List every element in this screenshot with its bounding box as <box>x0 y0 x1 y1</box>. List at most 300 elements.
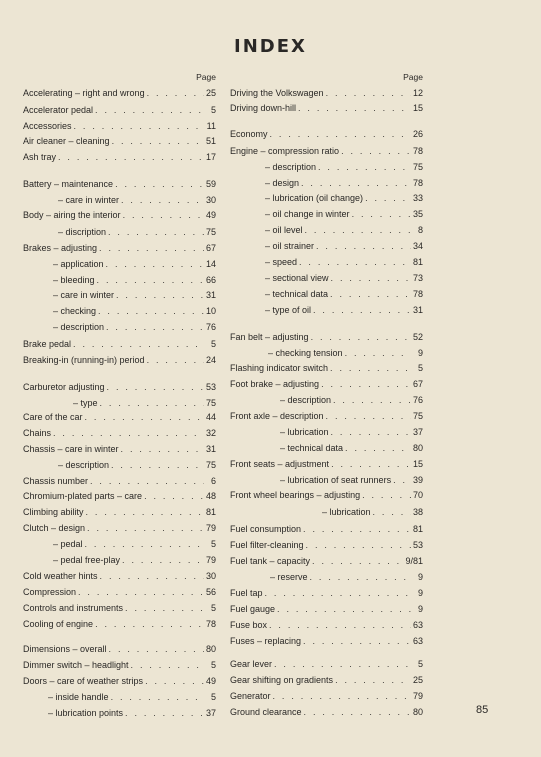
index-entry-label: Chromium-plated parts – care <box>23 491 143 501</box>
index-entry-page: 78 <box>412 178 423 188</box>
dot-leader <box>352 207 411 221</box>
index-entry-page: 48 <box>205 491 216 501</box>
index-entry-label: – type <box>73 398 98 408</box>
index-entry <box>230 409 423 423</box>
dot-leader <box>125 601 204 615</box>
page-column-header: Page <box>196 72 216 82</box>
index-entry-page: 80 <box>205 644 216 654</box>
index-entry-label: – oil strainer <box>265 241 315 251</box>
index-entry-label: Air cleaner – cleaning <box>23 136 110 146</box>
page-number: 85 <box>476 704 489 716</box>
index-entry-label: Fuse box <box>230 620 268 630</box>
index-entry-label: Chassis number <box>23 476 89 486</box>
index-entry-page: 75 <box>205 460 216 470</box>
index-entry <box>23 442 216 456</box>
dot-leader <box>299 255 411 269</box>
index-entry-label: Clutch – design <box>23 523 86 533</box>
index-entry-page: 31 <box>412 305 423 315</box>
index-entry-page: 5 <box>210 539 216 549</box>
index-entry-page: 38 <box>412 507 423 517</box>
index-entry-page: 75 <box>412 411 423 421</box>
index-entry <box>230 255 423 269</box>
index-entry-label: Brakes – adjusting <box>23 243 98 253</box>
index-entry-page: 63 <box>412 636 423 646</box>
index-entry-page: 9 <box>417 604 423 614</box>
dot-leader <box>107 380 204 394</box>
index-entry <box>230 538 423 552</box>
index-column-right <box>230 70 423 717</box>
index-entry <box>23 103 216 117</box>
index-entry-label: – care in winter <box>58 195 120 205</box>
index-entry <box>23 353 216 367</box>
index-entry-page: 5 <box>210 692 216 702</box>
index-entry-page: 37 <box>412 427 423 437</box>
dot-leader <box>326 86 411 100</box>
page-title: INDEX <box>234 36 307 57</box>
dot-leader <box>330 361 411 375</box>
index-entry <box>23 474 216 488</box>
dot-leader <box>303 522 411 536</box>
index-entry-label: – lubrication <box>280 427 329 437</box>
index-entry <box>23 505 216 519</box>
index-entry-page: 25 <box>412 675 423 685</box>
index-entry-label: Engine – compression ratio <box>230 146 340 156</box>
dot-leader <box>265 586 411 600</box>
index-entry-label: – lubrication <box>322 507 371 517</box>
index-entry-label: – description <box>53 322 105 332</box>
index-entry-page: 78 <box>205 619 216 629</box>
index-entry-label: – description <box>265 162 317 172</box>
index-entry-label: Cold weather hints <box>23 571 98 581</box>
index-entry-label: Fan belt – adjusting <box>230 332 309 342</box>
index-entry <box>230 425 423 439</box>
index-entry <box>230 657 423 671</box>
index-entry-page: 79 <box>412 691 423 701</box>
index-entry <box>230 346 423 360</box>
index-entry <box>230 303 423 317</box>
index-entry <box>23 273 216 287</box>
dot-leader <box>270 127 411 141</box>
index-entry-label: Gear lever <box>230 659 273 669</box>
dot-leader <box>306 538 411 552</box>
index-entry-label: – sectional view <box>265 273 329 283</box>
index-entry <box>230 473 423 487</box>
index-entry <box>23 617 216 631</box>
index-entry-label: – type of oil <box>265 305 312 315</box>
dot-leader <box>95 617 204 631</box>
index-entry-page: 30 <box>205 195 216 205</box>
index-entry-page: 80 <box>412 707 423 717</box>
index-entry-page: 30 <box>205 571 216 581</box>
dot-leader <box>131 658 204 672</box>
index-entry <box>230 144 423 158</box>
index-entry <box>23 320 216 334</box>
dot-leader <box>318 160 411 174</box>
dot-leader <box>269 618 411 632</box>
dot-leader <box>345 346 411 360</box>
index-entry-label: – care in winter <box>53 290 115 300</box>
dot-leader <box>316 239 411 253</box>
index-entry-label: – checking <box>53 306 97 316</box>
index-entry <box>230 160 423 174</box>
index-entry-label: Body – airing the interior <box>23 210 121 220</box>
index-entry-label: Carburetor adjusting <box>23 382 105 392</box>
dot-leader <box>305 223 411 237</box>
dot-leader <box>111 458 204 472</box>
index-entry-page: 5 <box>210 339 216 349</box>
index-entry-label: Controls and instruments <box>23 603 124 613</box>
index-entry-page: 11 <box>206 121 216 131</box>
dot-leader <box>95 103 204 117</box>
index-entry-label: – lubrication points <box>48 708 124 718</box>
index-entry-label: Breaking-in (running-in) period <box>23 355 145 365</box>
dot-leader <box>301 176 411 190</box>
index-entry-label: Generator <box>230 691 271 701</box>
dot-leader <box>273 689 411 703</box>
index-entry-page: 81 <box>412 257 423 267</box>
index-entry-label: Accelerating – right and wrong <box>23 88 145 98</box>
index-entry-page: 31 <box>205 444 216 454</box>
index-entry-label: Climbing ability <box>23 507 84 517</box>
dot-leader <box>330 287 411 301</box>
index-entry-page: 79 <box>205 555 216 565</box>
index-entry-page: 15 <box>412 459 423 469</box>
dot-leader <box>145 674 204 688</box>
index-entry-page: 5 <box>210 603 216 613</box>
index-entry <box>23 601 216 615</box>
index-entry <box>230 239 423 253</box>
index-entry <box>230 271 423 285</box>
index-entry <box>23 690 216 704</box>
dot-leader <box>109 642 204 656</box>
index-entry-label: Brake pedal <box>23 339 72 349</box>
dot-leader <box>58 150 204 164</box>
index-entry <box>230 570 423 584</box>
index-entry-label: Fuel tap <box>230 588 263 598</box>
index-entry-label: Dimmer switch – headlight <box>23 660 129 670</box>
index-entry-label: – inside handle <box>48 692 109 702</box>
dot-leader <box>74 119 204 133</box>
index-entry-label: Fuel tank – capacity <box>230 556 311 566</box>
index-entry-label: – oil level <box>265 225 303 235</box>
index-entry <box>23 257 216 271</box>
index-entry-label: Fuel consumption <box>230 524 302 534</box>
index-entry <box>230 393 423 407</box>
index-entry <box>230 101 423 115</box>
index-entry-label: Economy <box>230 129 268 139</box>
index-entry-page: 75 <box>205 398 216 408</box>
index-entry-page: 14 <box>205 259 216 269</box>
index-entry-page: 44 <box>205 412 216 422</box>
index-entry <box>23 706 216 720</box>
dot-leader <box>335 673 411 687</box>
index-entry-label: – reserve <box>270 572 308 582</box>
dot-leader <box>53 426 204 440</box>
index-entry-label: – pedal <box>53 539 83 549</box>
dot-leader <box>106 257 204 271</box>
index-entry <box>230 361 423 375</box>
index-entry-page: 79 <box>205 523 216 533</box>
index-entry-page: 5 <box>210 105 216 115</box>
dot-leader <box>106 320 204 334</box>
dot-leader <box>85 537 204 551</box>
index-entry-page: 70 <box>412 490 423 500</box>
index-entry <box>230 207 423 221</box>
index-entry <box>23 208 216 222</box>
index-entry <box>230 457 423 471</box>
index-entry <box>230 618 423 632</box>
index-entry-label: Dimensions – overall <box>23 644 107 654</box>
dot-leader <box>147 353 204 367</box>
index-entry-page: 5 <box>417 659 423 669</box>
page-column-header: Page <box>403 72 423 82</box>
index-entry-page: 66 <box>205 275 216 285</box>
index-entry <box>230 223 423 237</box>
index-entry-page: 31 <box>205 290 216 300</box>
index-entry <box>23 569 216 583</box>
dot-leader <box>373 505 411 519</box>
index-entry-label: Front wheel bearings – adjusting <box>230 490 361 500</box>
index-entry <box>23 288 216 302</box>
index-entry-page: 56 <box>205 587 216 597</box>
dot-leader <box>365 191 411 205</box>
index-entry-page: 73 <box>412 273 423 283</box>
index-entry-page: 75 <box>412 162 423 172</box>
dot-leader <box>87 521 204 535</box>
dot-leader <box>144 489 204 503</box>
index-entry-page: 34 <box>412 241 423 251</box>
index-entry-label: Front axle – description <box>230 411 324 421</box>
dot-leader <box>100 396 204 410</box>
index-entry-page: 12 <box>412 88 423 98</box>
index-entry-page: 53 <box>412 540 423 550</box>
index-entry-page: 67 <box>412 379 423 389</box>
index-entry-page: 9 <box>417 588 423 598</box>
index-entry-label: – discription <box>58 227 107 237</box>
index-entry-label: Battery – maintenance <box>23 179 114 189</box>
index-entry-page: 24 <box>205 355 216 365</box>
index-entry-page: 81 <box>412 524 423 534</box>
index-column-left <box>23 70 216 718</box>
index-entry <box>230 191 423 205</box>
dot-leader <box>122 553 204 567</box>
dot-leader <box>78 585 204 599</box>
index-entry-page: 15 <box>412 103 423 113</box>
index-entry <box>23 193 216 207</box>
dot-leader <box>121 442 204 456</box>
index-entry-page: 78 <box>412 146 423 156</box>
index-entry-label: Compression <box>23 587 77 597</box>
index-entry <box>23 134 216 148</box>
index-entry-page: 59 <box>205 179 216 189</box>
index-entry-label: Gear shifting on gradients <box>230 675 334 685</box>
index-entry-label: Fuel filter-cleaning <box>230 540 304 550</box>
dot-leader <box>333 393 411 407</box>
index-entry <box>230 330 423 344</box>
index-entry-label: Doors – care of weather strips <box>23 676 144 686</box>
index-entry <box>23 241 216 255</box>
dot-leader <box>99 241 204 255</box>
index-entry-label: – lubrication of seat runners <box>280 475 392 485</box>
index-entry-label: Cooling of engine <box>23 619 94 629</box>
dot-leader <box>112 134 204 148</box>
dot-leader <box>123 208 204 222</box>
index-entry-label: – bleeding <box>53 275 95 285</box>
index-entry-page: 81 <box>205 507 216 517</box>
index-entry-label: – oil change in winter <box>265 209 350 219</box>
index-entry-page: 53 <box>205 382 216 392</box>
index-entry-label: Accessories <box>23 121 72 131</box>
dot-leader <box>116 288 204 302</box>
index-entry-page: 32 <box>205 428 216 438</box>
dot-leader <box>85 410 204 424</box>
dot-leader <box>147 86 204 100</box>
dot-leader <box>115 177 204 191</box>
index-entry <box>230 602 423 616</box>
dot-leader <box>313 303 411 317</box>
index-entry <box>23 537 216 551</box>
index-entry-page: 75 <box>205 227 216 237</box>
index-entry-page: 51 <box>205 136 216 146</box>
index-entry <box>23 177 216 191</box>
index-entry-page: 10 <box>205 306 216 316</box>
index-entry-label: – design <box>265 178 300 188</box>
index-entry <box>23 426 216 440</box>
index-entry <box>23 642 216 656</box>
index-entry <box>23 380 216 394</box>
dot-leader <box>121 193 204 207</box>
index-entry-page: 6 <box>210 476 216 486</box>
index-entry-page: 8 <box>417 225 423 235</box>
index-entry-label: Fuses – replacing <box>230 636 302 646</box>
index-entry-page: 39 <box>412 475 423 485</box>
index-entry <box>23 86 216 100</box>
index-entry <box>230 634 423 648</box>
index-entry <box>230 505 423 519</box>
dot-leader <box>274 657 411 671</box>
dot-leader <box>98 304 204 318</box>
dot-leader <box>321 377 411 391</box>
index-entry <box>23 585 216 599</box>
dot-leader <box>111 690 204 704</box>
index-entry-label: – application <box>53 259 104 269</box>
index-entry-label: Accelerator pedal <box>23 105 94 115</box>
index-entry-label: – technical data <box>265 289 329 299</box>
dot-leader <box>100 569 204 583</box>
index-entry-label: – description <box>58 460 110 470</box>
dot-leader <box>331 457 411 471</box>
index-entry-page: 9/81 <box>405 556 423 566</box>
index-entry <box>230 176 423 190</box>
index-entry <box>23 674 216 688</box>
index-entry <box>23 396 216 410</box>
dot-leader <box>311 330 411 344</box>
index-entry-label: Flashing indicator switch <box>230 363 329 373</box>
index-entry-page: 37 <box>205 708 216 718</box>
index-entry <box>23 553 216 567</box>
index-entry <box>230 586 423 600</box>
dot-leader <box>310 570 411 584</box>
index-entry <box>23 489 216 503</box>
index-entry-page: 35 <box>412 209 423 219</box>
index-entry-page: 63 <box>412 620 423 630</box>
index-entry <box>230 488 423 502</box>
index-entry-page: 26 <box>412 129 423 139</box>
dot-leader <box>303 634 411 648</box>
index-entry-label: Foot brake – adjusting <box>230 379 320 389</box>
index-entry-page: 52 <box>412 332 423 342</box>
index-entry <box>23 150 216 164</box>
index-entry-label: – speed <box>265 257 298 267</box>
dot-leader <box>304 705 411 719</box>
index-entry <box>23 225 216 239</box>
index-entry <box>23 458 216 472</box>
index-entry-label: Chains <box>23 428 52 438</box>
index-entry-label: Ground clearance <box>230 707 302 717</box>
dot-leader <box>277 602 411 616</box>
index-entry-label: Driving the Volkswagen <box>230 88 324 98</box>
index-entry-page: 17 <box>205 152 216 162</box>
dot-leader <box>108 225 204 239</box>
index-entry-page: 9 <box>417 348 423 358</box>
dot-leader <box>326 409 411 423</box>
dot-leader <box>125 706 204 720</box>
index-entry-label: – description <box>280 395 332 405</box>
index-entry-page: 25 <box>205 88 216 98</box>
index-entry <box>230 689 423 703</box>
index-entry-label: Care of the car <box>23 412 83 422</box>
index-entry-label: – checking tension <box>268 348 343 358</box>
index-entry-label: Fuel gauge <box>230 604 276 614</box>
index-entry-label: Driving down-hill <box>230 103 297 113</box>
index-entry <box>23 658 216 672</box>
dot-leader <box>362 488 411 502</box>
index-entry-page: 5 <box>210 660 216 670</box>
index-entry <box>230 377 423 391</box>
index-entry <box>230 522 423 536</box>
index-entry-page: 49 <box>205 210 216 220</box>
index-entry <box>23 119 216 133</box>
dot-leader <box>90 474 204 488</box>
dot-leader <box>312 554 403 568</box>
index-entry-page: 33 <box>412 193 423 203</box>
dot-leader <box>331 425 411 439</box>
dot-leader <box>298 101 411 115</box>
index-entry <box>230 705 423 719</box>
index-entry <box>23 410 216 424</box>
index-entry <box>230 441 423 455</box>
dot-leader <box>86 505 204 519</box>
index-entry <box>230 127 423 141</box>
index-entry <box>230 287 423 301</box>
index-entry-page: 5 <box>417 363 423 373</box>
dot-leader <box>345 441 411 455</box>
index-entry-page: 9 <box>417 572 423 582</box>
index-entry-label: – lubrication (oil change) <box>265 193 364 203</box>
index-entry-label: Chassis – care in winter <box>23 444 119 454</box>
index-entry <box>230 554 423 568</box>
index-entry-label: Ash tray <box>23 152 57 162</box>
index-entry <box>23 521 216 535</box>
index-entry-page: 80 <box>412 443 423 453</box>
dot-leader <box>393 473 411 487</box>
index-entry-page: 78 <box>412 289 423 299</box>
index-entry <box>230 673 423 687</box>
dot-leader <box>331 271 411 285</box>
index-entry-page: 67 <box>205 243 216 253</box>
index-entry-page: 76 <box>412 395 423 405</box>
index-entry <box>230 86 423 100</box>
